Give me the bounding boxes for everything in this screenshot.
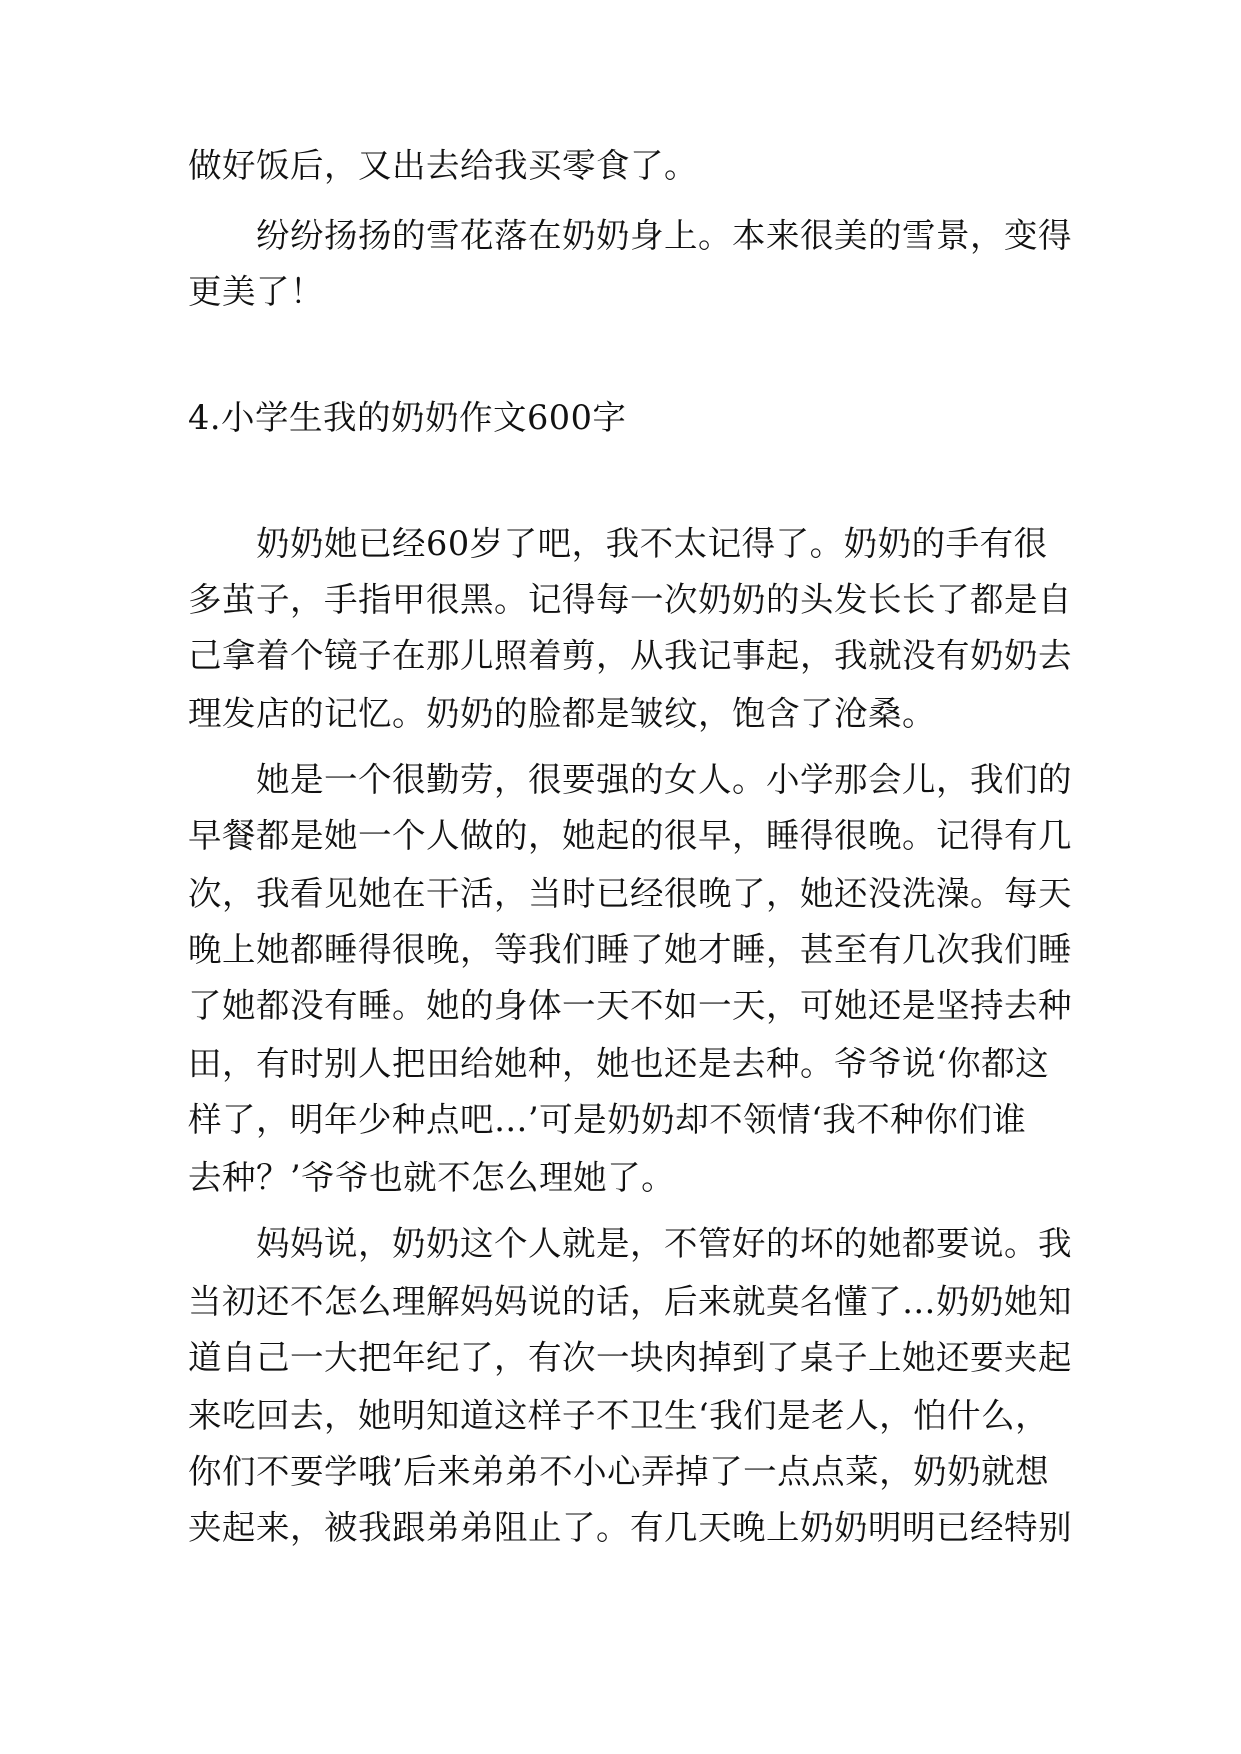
body-text-line: 奶奶她已经60岁了吧，我不太记得了。奶奶的手有很	[256, 524, 1048, 563]
body-text-line: 妈妈说，奶奶这个人就是，不管好的坏的她都要说。我	[256, 1224, 1072, 1263]
body-text-line: 来吃回去，她明知道这样子不卫生‘我们是老人，怕什么，	[188, 1396, 1050, 1435]
body-text-line: 理发店的记忆。奶奶的脸都是皱纹，饱含了沧桑。	[188, 694, 936, 733]
body-text-line: 去种？’爷爷也就不怎么理她了。	[188, 1158, 676, 1197]
body-text-line: 晚上她都睡得很晚，等我们睡了她才睡，甚至有几次我们睡	[188, 930, 1072, 969]
body-text-line: 纷纷扬扬的雪花落在奶奶身上。本来很美的雪景，变得	[256, 216, 1072, 255]
body-text-line: 多茧子，手指甲很黑。记得每一次奶奶的头发长长了都是自	[188, 580, 1072, 619]
body-text-line: 早餐都是她一个人做的，她起的很早，睡得很晚。记得有几	[188, 816, 1072, 855]
body-text-line: 己拿着个镜子在那儿照着剪，从我记事起，我就没有奶奶去	[188, 636, 1072, 675]
body-text-line: 样了，明年少种点吧…’可是奶奶却不领情‘我不种你们谁	[188, 1100, 1027, 1139]
body-text-line: 道自己一大把年纪了，有次一块肉掉到了桌子上她还要夹起	[188, 1338, 1072, 1377]
body-text-line: 你们不要学哦’后来弟弟不小心弄掉了一点点菜，奶奶就想	[188, 1452, 1050, 1491]
body-text-line: 夹起来，被我跟弟弟阻止了。有几天晚上奶奶明明已经特别	[188, 1508, 1072, 1547]
body-text-line: 田，有时别人把田给她种，她也还是去种。爷爷说‘你都这	[188, 1044, 1050, 1083]
body-text-line: 次，我看见她在干活，当时已经很晚了，她还没洗澡。每天	[188, 874, 1072, 913]
body-text-line: 她是一个很勤劳，很要强的女人。小学那会儿，我们的	[256, 760, 1072, 799]
section-heading: 4.小学生我的奶奶作文600字	[188, 398, 627, 437]
body-text-line: 更美了！	[188, 272, 324, 311]
body-text-line: 做好饭后，又出去给我买零食了。	[188, 146, 698, 185]
body-text-line: 当初还不怎么理解妈妈说的话，后来就莫名懂了…奶奶她知	[188, 1282, 1072, 1321]
body-text-line: 了她都没有睡。她的身体一天不如一天，可她还是坚持去种	[188, 986, 1072, 1025]
